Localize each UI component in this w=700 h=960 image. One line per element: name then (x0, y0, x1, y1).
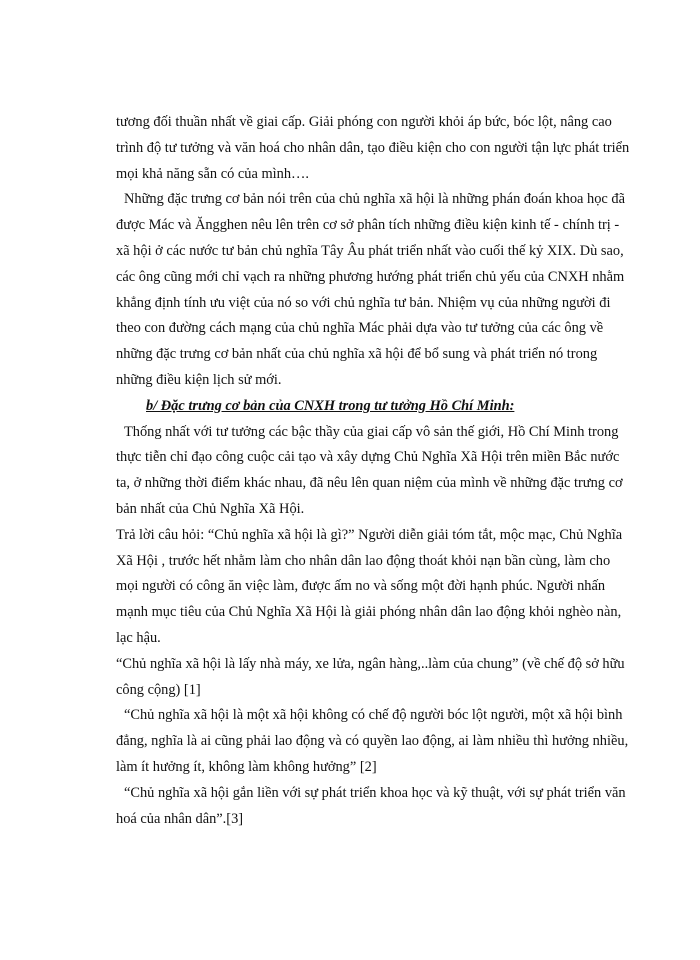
paragraph-4: Trả lời câu hỏi: “Chủ nghĩa xã hội là gì?” Người diễn giải tóm tắt, mộc mạc, Chủ Nghĩa Xã Hội , trước hết nhằm làm cho nhân dân lao động thoát khỏi nạn bần cùng, làm cho mọi người có công ăn việc làm, được ấm no và sống một đời hạnh phúc. Người nhấn mạnh mục tiêu của Chủ Nghĩa Xã Hội là giải phóng nhân dân lao động khỏi nghèo nàn, lạc hậu. (116, 526, 623, 646)
document-body (116, 110, 636, 832)
paragraph-3: Thống nhất với tư tưởng các bậc thầy của giai cấp vô sản thế giới, Hồ Chí Minh trong thực tiễn chỉ đạo công cuộc cải tạo và xây dựng Chủ Nghĩa Xã Hội trên miền Bắc nước ta, ở những thời điểm khác nhau, đã nêu lên quan niệm của mình về những đặc trưng cơ bản nhất của Chủ Nghĩa Xã Hội. (116, 423, 623, 517)
paragraph-2: Những đặc trưng cơ bản nói trên của chủ nghĩa xã hội là những phán đoán khoa học đã được Mác và Ăngghen nêu lên trên cơ sở phân tích những điều kiện kinh tế - chính trị - xã hội ở các nước tư bản chủ nghĩa Tây Âu phát triển nhất vào cuối thế kỷ XIX. Dù sao, các ông cũng mới chỉ vạch ra những phương hướng phát triển chủ yếu của CNXH nhằm khẳng định tính ưu việt của nó so với chủ nghĩa tư bản. Nhiệm vụ của những người đi theo con đường cách mạng của chủ nghĩa Mác phải dựa vào tư tưởng của các ông về những đặc trưng cơ bản nhất của chủ nghĩa xã hội để bổ sung và phát triển nó trong những điều kiện lịch sử mới. (116, 191, 625, 388)
quote-3: “Chủ nghĩa xã hội gắn liền với sự phát triển khoa học và kỹ thuật, với sự phát triển văn hoá của nhân dân”.[3] (116, 784, 626, 827)
quote-2: “Chủ nghĩa xã hội là một xã hội không có chế độ người bóc lột người, một xã hội bình đẳng, nghĩa là ai cũng phải lao động và có quyền lao động, ai làm nhiều thì hưởng nhiều, làm ít hưởng ít, không làm không hưởng” [2] (116, 707, 629, 775)
section-heading: b/ Đặc trưng cơ bản của CNXH trong tư tưởng Hồ Chí Minh: (146, 397, 515, 414)
paragraph-1: tương đối thuần nhất về giai cấp. Giải phóng con người khỏi áp bức, bóc lột, nâng cao trình độ tư tưởng và văn hoá cho nhân dân, tạo điều kiện cho con người tận lực phát triển mọi khả năng sẵn có của mình…. (116, 114, 630, 182)
quote-1: “Chủ nghĩa xã hội là lấy nhà máy, xe lửa, ngân hàng,..làm của chung” (về chế độ sở hữu công cộng) [1] (116, 655, 625, 698)
